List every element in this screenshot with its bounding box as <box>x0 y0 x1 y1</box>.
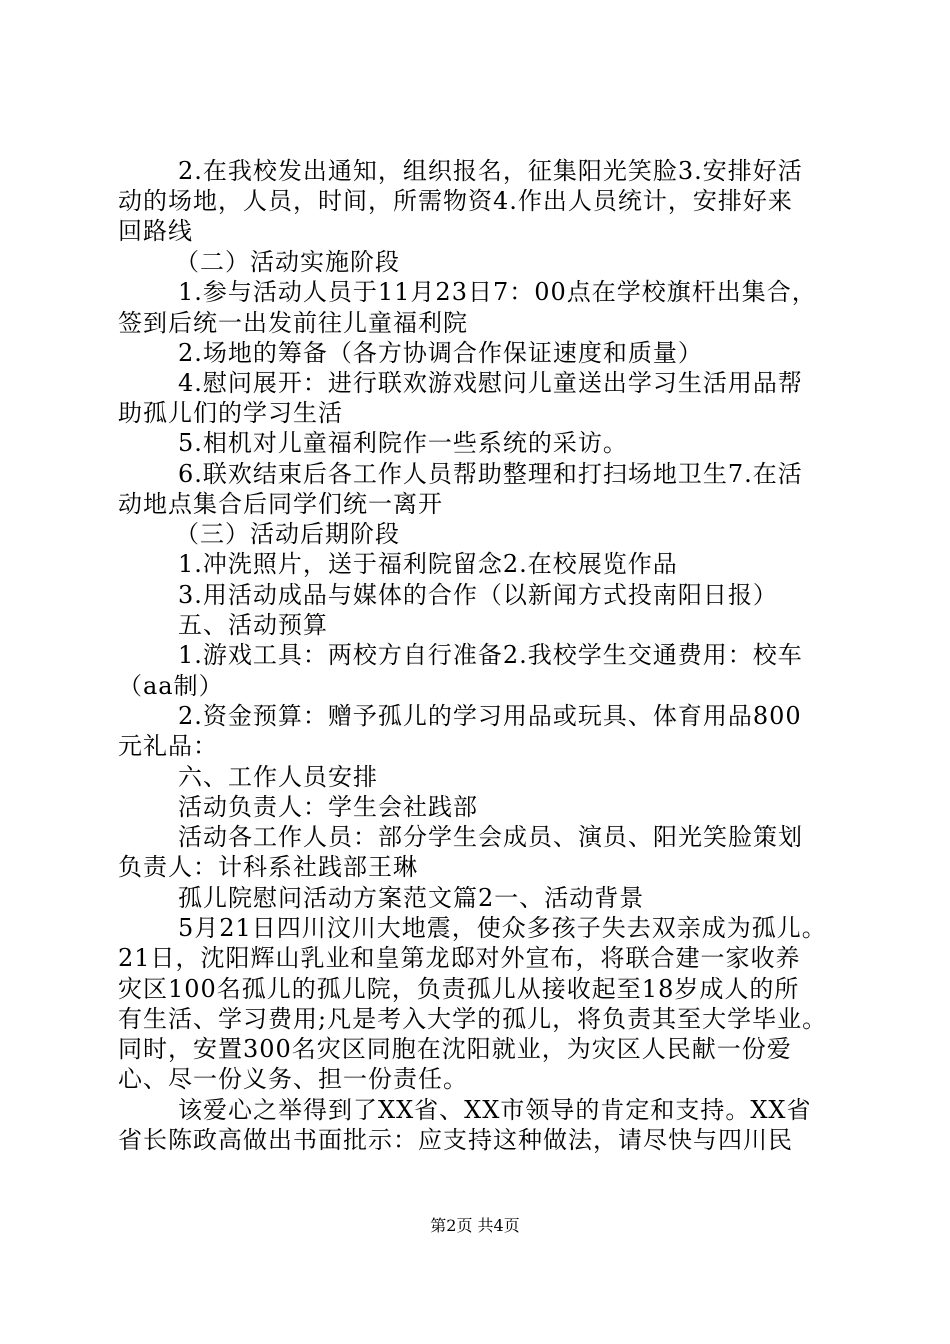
text-line: 2.场地的筹备（各方协调合作保证速度和质量） <box>178 339 703 367</box>
text-line: 3.用活动成品与媒体的合作（以新闻方式投南阳日报） <box>178 581 778 609</box>
text-line: 活动负责人：学生会社践部 <box>178 793 478 821</box>
text-line: 回路线 <box>118 217 193 245</box>
section-heading: （二）活动实施阶段 <box>175 248 400 276</box>
text-line: 助孤儿们的学习生活 <box>118 399 343 427</box>
text-line: 有生活、学习费用;凡是考入大学的孤儿，将负责其至大学毕业。 <box>118 1005 828 1033</box>
text-line: 动的场地，人员，时间，所需物资4.作出人员统计，安排好来 <box>118 187 793 215</box>
text-line: 21日，沈阳辉山乳业和皇第龙邸对外宣布，将联合建一家收养 <box>118 944 801 972</box>
text-line: 1.游戏工具：两校方自行准备2.我校学生交通费用：校车 <box>178 641 803 669</box>
text-line: 同时，安置300名灾区同胞在沈阳就业，为灾区人民献一份爱 <box>118 1035 792 1063</box>
text-line: 4.慰问展开：进行联欢游戏慰问儿童送出学习生活用品帮 <box>178 369 803 397</box>
text-line: （aa制） <box>118 672 224 700</box>
text-line: 6.联欢结束后各工作人员帮助整理和打扫场地卫生7.在活 <box>178 460 803 488</box>
section-heading: （三）活动后期阶段 <box>175 520 400 548</box>
text-line: 该爱心之举得到了XX省、XX市领导的肯定和支持。XX省 <box>178 1096 812 1124</box>
text-line: 负责人：计科系社践部王琳 <box>118 853 418 881</box>
text-line: 2.资金预算：赠予孤儿的学习用品或玩具、体育用品800 <box>178 702 802 730</box>
text-line: 签到后统一出发前往儿童福利院 <box>118 309 468 337</box>
text-line: 5.相机对儿童福利院作一些系统的采访。 <box>178 429 628 457</box>
text-line: 活动各工作人员：部分学生会成员、演员、阳光笑脸策划 <box>178 823 803 851</box>
text-line: 灾区100名孤儿的孤儿院，负责孤儿从接收起至18岁成人的所 <box>118 975 800 1003</box>
page-footer <box>0 1216 950 1236</box>
page-number-label: 第2页 共4页 <box>430 1216 520 1235</box>
text-line: 5月21日四川汶川大地震，使众多孩子失去双亲成为孤儿。 <box>178 914 827 942</box>
text-line: 元礼品： <box>118 732 218 760</box>
text-line: 孤儿院慰问活动方案范文篇2一、活动背景 <box>178 884 645 912</box>
text-line: 心、尽一份义务、担一份责任。 <box>118 1065 468 1093</box>
section-heading: 六、工作人员安排 <box>178 763 378 791</box>
text-line: 动地点集合后同学们统一离开 <box>118 490 443 518</box>
text-line: 1.参与活动人员于11月23日7：00点在学校旗杆出集合， <box>178 278 817 306</box>
text-line: 省长陈政高做出书面批示：应支持这种做法，请尽快与四川民 <box>118 1126 793 1154</box>
text-line: 2.在我校发出通知，组织报名，征集阳光笑脸3.安排好活 <box>178 157 803 185</box>
section-heading: 五、活动预算 <box>178 611 328 639</box>
text-line: 1.冲洗照片，送于福利院留念2.在校展览作品 <box>178 550 678 578</box>
